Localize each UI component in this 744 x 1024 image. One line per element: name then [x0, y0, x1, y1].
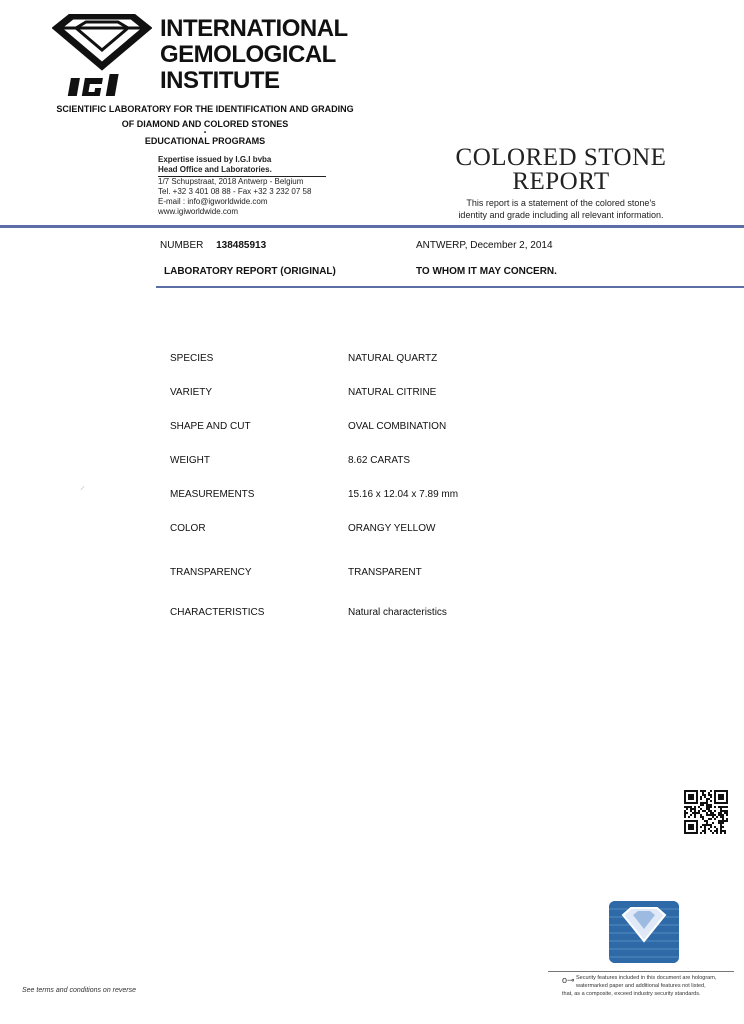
detail-label: SPECIES — [170, 353, 214, 364]
detail-color — [170, 523, 730, 534]
detail-value: NATURAL QUARTZ — [348, 353, 438, 364]
place-date: ANTWERP, December 2, 2014 — [416, 240, 553, 251]
detail-species — [170, 353, 730, 364]
detail-value: Natural characteristics — [348, 607, 447, 618]
institute-line-3: INSTITUTE — [160, 67, 280, 94]
qr-code-icon[interactable] — [684, 790, 728, 834]
detail-value: TRANSPARENT — [348, 567, 422, 578]
report-subtitle-line-2: identity and grade including all relevant information. — [458, 210, 664, 220]
lab-report-label — [164, 266, 336, 277]
detail-value: ORANGY YELLOW — [348, 523, 436, 534]
paper-mark-icon: ⸝ — [80, 481, 85, 492]
detail-value: NATURAL CITRINE — [348, 387, 437, 398]
detail-label: MEASUREMENTS — [170, 489, 255, 500]
report-number — [160, 240, 266, 251]
contact-web: www.igiworldwide.com — [158, 207, 239, 216]
detail-transparency — [170, 567, 730, 578]
detail-measurements — [170, 489, 730, 500]
report-title-line-1: COLORED STONE — [455, 144, 667, 171]
detail-label: VARIETY — [170, 387, 213, 398]
detail-label: COLOR — [170, 523, 206, 534]
security-line-1: Security features included in this document are hologram, — [576, 975, 717, 981]
detail-value: 8.62 CARATS — [348, 455, 411, 466]
detail-value: OVAL COMBINATION — [348, 421, 447, 432]
security-line-2: watermarked paper and additional features not listed, — [576, 983, 706, 989]
scientific-line-1: SCIENTIFIC LABORATORY FOR THE IDENTIFICATION AND GRADING — [56, 104, 354, 114]
header-divider — [0, 225, 744, 228]
terms-note: See terms and conditions on reverse — [22, 987, 137, 994]
detail-weight — [170, 455, 730, 466]
institute-line-2: GEMOLOGICAL — [160, 41, 336, 68]
meta-divider — [156, 286, 744, 288]
scientific-bullet: • — [203, 130, 207, 136]
scientific-line-3: EDUCATIONAL PROGRAMS — [144, 136, 266, 146]
contact-expertise: Expertise issued by I.G.I bvba — [158, 155, 272, 164]
igi-logo — [52, 14, 152, 96]
detail-value: 15.16 x 12.04 x 7.89 mm — [348, 489, 459, 500]
report-subtitle-line-1: This report is a statement of the colored stone's — [466, 198, 656, 208]
detail-characteristics — [170, 607, 730, 618]
contact-address: 1/7 Schupstraat, 2018 Antwerp - Belgium — [158, 177, 304, 186]
contact-block — [158, 155, 326, 217]
detail-variety — [170, 387, 730, 398]
security-line-3: that, as a composite, exceed industry security standards. — [562, 991, 701, 997]
scientific-line-2: OF DIAMOND AND COLORED STONES — [121, 119, 289, 129]
report-subtitle — [420, 197, 702, 221]
key-icon: o⊸ — [562, 975, 575, 985]
contact-office: Head Office and Laboratories. — [158, 165, 326, 177]
report-title — [420, 146, 702, 194]
security-notice — [548, 971, 734, 998]
institute-name — [160, 16, 348, 94]
institute-line-1: INTERNATIONAL — [160, 15, 348, 42]
contact-phone: Tel. +32 3 401 08 88 - Fax +32 3 232 07 58 — [158, 187, 312, 196]
lab-report-text: LABORATORY REPORT (ORIGINAL) — [164, 266, 336, 277]
security-hologram-icon — [609, 901, 679, 963]
concern-label — [416, 266, 557, 277]
number-label: NUMBER — [160, 240, 204, 251]
detail-label: CHARACTERISTICS — [170, 607, 265, 618]
detail-shape-cut — [170, 421, 730, 432]
scientific-tagline — [0, 104, 410, 147]
detail-label: SHAPE AND CUT — [170, 421, 251, 432]
report-title-line-2: REPORT — [512, 168, 610, 195]
contact-email: E-mail : info@igworldwide.com — [158, 197, 268, 206]
number-value: 138485913 — [216, 240, 267, 251]
detail-label: WEIGHT — [170, 455, 210, 466]
detail-label: TRANSPARENCY — [170, 567, 252, 578]
concern-text: TO WHOM IT MAY CONCERN. — [416, 266, 557, 277]
